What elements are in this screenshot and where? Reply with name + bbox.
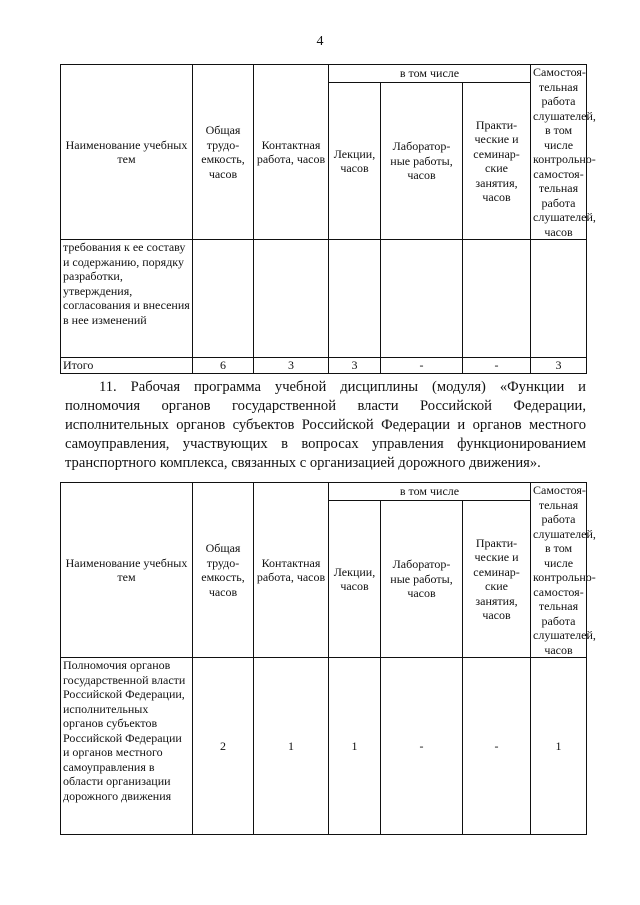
curriculum-table-2 [60, 482, 596, 835]
total-label: Итого [61, 358, 193, 374]
row-selfwork: 1 [531, 658, 587, 835]
cell-empty [531, 240, 587, 358]
header-practical: Практи-ческие и семинар-ские занятия, часов [463, 501, 531, 658]
header-labs: Лаборатор-ные работы, часов [381, 501, 463, 658]
total-practical: - [463, 358, 531, 374]
table-header-row [61, 483, 587, 501]
cell-empty [381, 240, 463, 358]
header-contact: Контактная работа, часов [254, 483, 329, 658]
header-labs: Лаборатор-ные работы, часов [381, 83, 463, 240]
total-selfwork: 3 [531, 358, 587, 374]
header-name: Наименование учебных тем [61, 483, 193, 658]
cell-empty [254, 240, 329, 358]
header-contact: Контактная работа, часов [254, 65, 329, 240]
total-labs: - [381, 358, 463, 374]
cell-empty [193, 240, 254, 358]
table-row [61, 240, 587, 358]
header-selfwork: Самостоя-тельная работа слушателей, в том числе контрольно-самостоя-тельная работа слушателей, часов [531, 483, 587, 658]
header-lectures: Лекции, часов [329, 83, 381, 240]
curriculum-table-1 [60, 64, 596, 374]
header-name: Наименование учебных тем [61, 65, 193, 240]
total-total: 6 [193, 358, 254, 374]
header-selfwork: Самостоя-тельная работа слушателей, в том числе контрольно-самостоя-тельная работа слушателей, часов [531, 65, 587, 240]
table-header-row [61, 65, 587, 83]
row-lectures: 1 [329, 658, 381, 835]
row-name: Полномочия органов государственной власти Российской Федерации, исполнительных органов субъектов Российской Федерации и органов местного самоуправления в области организации дорожного движения [61, 658, 193, 835]
row-contact: 1 [254, 658, 329, 835]
row-labs: - [381, 658, 463, 835]
row-total: 2 [193, 658, 254, 835]
row-practical: - [463, 658, 531, 835]
header-total: Общая трудо-емкость, часов [193, 65, 254, 240]
header-including: в том числе [329, 65, 531, 83]
header-total: Общая трудо-емкость, часов [193, 483, 254, 658]
total-lectures: 3 [329, 358, 381, 374]
table-row [61, 658, 587, 835]
total-row [61, 358, 587, 374]
cell-empty [463, 240, 531, 358]
cell-empty [329, 240, 381, 358]
header-lectures: Лекции, часов [329, 501, 381, 658]
total-contact: 3 [254, 358, 329, 374]
page-number: 4 [316, 34, 324, 49]
header-practical: Практи-ческие и семинар-ские занятия, часов [463, 83, 531, 240]
section-paragraph: 11. Рабочая программа учебной дисциплины (модуля) «Функции и полномочия органов государственной власти Российской Федерации, исполнительных органов субъектов Российской Федерации и органов местного самоуправления, участвующих в вопросах управления функционированием транспортного комплекса, связанных с организацией дорожного движения». [65, 379, 586, 471]
header-including: в том числе [329, 483, 531, 501]
row-name: требования к ее составу и содержанию, порядку разработки, утверждения, согласования и внесения в нее изменений [61, 240, 193, 358]
